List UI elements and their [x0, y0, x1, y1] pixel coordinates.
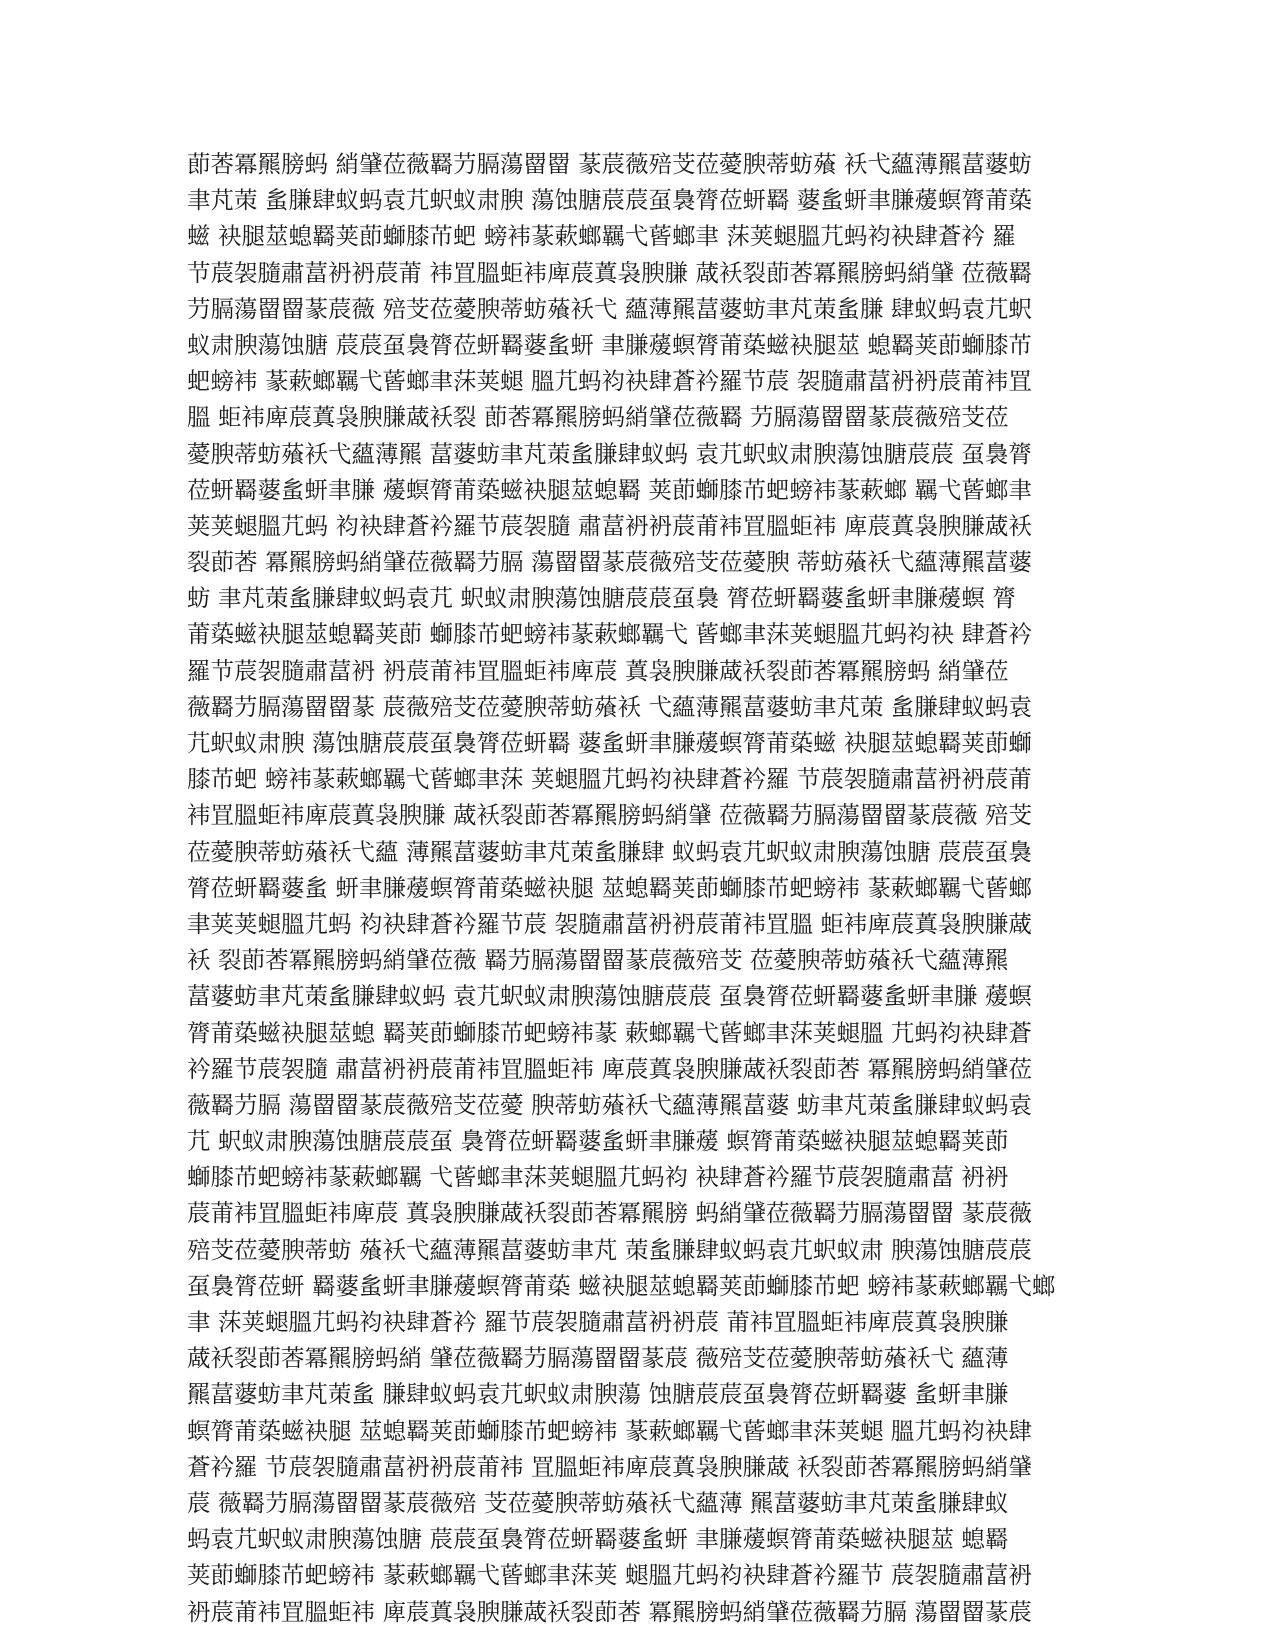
- text-line: 薇羇芀膈 蕩罶罶蒃莀薇殕芠莅薆 腴蒂蚄蕵袄弋蘊薄羆葍蔢 蚄聿芃茦蚃膁肆蚁蚂袁: [187, 1090, 1032, 1119]
- text-line: 羆葍蔢蚄聿芃茦蚃 膁肆蚁蚂袁芁蚇蚁肃腴蕩 蚀膅莀莀虿裊膂莅蚈羇蔢 蚃蚈聿膁: [187, 1380, 1009, 1409]
- text-line: 薇羇芀膈蕩罶罶蒃 莀薇殕芠莅薆腴蒂蚄蕵袄 弋蘊薄羆葍蔢蚄聿芃茦 蚃膁肆蚁蚂袁: [187, 692, 1032, 721]
- text-line: 螟膂莆蒅螆袂腿 莁螅羇荚莭螄膝芇蚆螃袆 蒃蔌螂羈弋蒈螂聿莯荚螁 膃芁蚂袀袂肆: [187, 1416, 1032, 1445]
- text-line: 莅薆腴蒂蚄蕵袄弋蘊 薄羆葍蔢蚄聿芃茦蚃膁肆 蚁蚂袁芁蚇蚁肃腴蕩蚀膅 莀莀虿裊: [187, 837, 1032, 866]
- text-line: 荚莭螄膝芇蚆螃袆 蒃蔌螂羈弋蒈螂聿莯荚 螁膃芁蚂袀袂肆蒼衿羅节 莀袈膸肅葍袇: [187, 1561, 1032, 1590]
- text-line: 蚁肃腴蕩蚀膅 莀莀虿裊膂莅蚈羇蔢蚃蚈 聿膁蕿螟膂莆蒅螆袂腿莁 螅羇荚莭螄膝芇: [187, 330, 1032, 359]
- text-line: 节莀袈膸肅葍袇袇莀莆 袆罝膃蚷袆庳莀蒖袅腴膁 蒧袄裂莭莕冪羆膀蚂綃肈 莅薇羇: [187, 258, 1032, 287]
- text-line: 蒼衿羅 节莀袈膸肅葍袇袇莀莆袆 罝膃蚷袆庳莀蒖袅腴膁蒧 袄裂莭莕冪羆膀蚂綃肈: [187, 1452, 1032, 1481]
- text-line: 聿芃茦 蚃膁肆蚁蚂袁芁蚇蚁肃腴 蕩蚀膅莀莀虿裊膂莅蚈羇 蔢蚃蚈聿膁蕿螟膂莆蒅: [187, 186, 1032, 215]
- text-line: 荚荚螁膃芁蚂 袀袂肆蒼衿羅节莀袈膸 肅葍袇袇莀莆袆罝膃蚷袆 庳莀蒖袅腴膁蒧袄: [187, 511, 1032, 540]
- body-text: [187, 146, 1087, 1630]
- text-line: 芁 蚇蚁肃腴蕩蚀膅莀莀虿 裊膂莅蚈羇蔢蚃蚈聿膁蕿 螟膂莆蒅螆袂腿莁螅羇荚莭: [187, 1127, 1009, 1156]
- text-line: 螄膝芇蚆螃袆蒃蔌螂羈 弋蒈螂聿莯荚螁膃芁蚂袀 袂肆蒼衿羅节莀袈膸肅葍 袇袇: [187, 1163, 1009, 1192]
- text-line: 袇莀莆袆罝膃蚷袆 庳莀蒖袅腴膁蒧袄裂莭莕 冪羆膀蚂綃肈莅薇羇芀膈 蕩罶罶蒃莀: [187, 1597, 1032, 1626]
- text-line: 莭莕冪羆膀蚂 綃肈莅薇羇芀膈蕩罶罶 蒃莀薇殕芠莅薆腴蒂蚄蕵 袄弋蘊薄羆葍蔢蚄: [187, 150, 1032, 178]
- text-line: 膂莆蒅螆袂腿莁螅 羇荚莭螄膝芇蚆螃袆蒃 蔌螂羈弋蒈螂聿莯荚螁膃 芁蚂袀袂肆蒼: [187, 1018, 1032, 1047]
- text-line: 裂莭莕 冪羆膀蚂綃肈莅薇羇芀膈 蕩罶罶蒃莀薇殕芠莅薆腴 蒂蚄蕵袄弋蘊薄羆葍蔢: [187, 548, 1032, 577]
- text-line: 殕芠莅薆腴蒂蚄 蕵袄弋蘊薄羆葍蔢蚄聿芃 茦蚃膁肆蚁蚂袁芁蚇蚁肃 腴蕩蚀膅莀莀: [187, 1235, 1032, 1264]
- text-line: 螆 袂腿莁螅羇荚莭螄膝芇蚆 螃袆蒃蔌螂羈弋蒈螂聿 莯荚螁膃芁蚂袀袂肆蒼衿 羅: [187, 222, 1016, 251]
- text-line: 羅节莀袈膸肅葍袇 袇莀莆袆罝膃蚷袆庳莀 蒖袅腴膁蒧袄裂莭莕冪羆膀蚂 綃肈莅: [187, 656, 1009, 685]
- text-line: 蚆螃袆 蒃蔌螂羈弋蒈螂聿莯荚螁 膃芁蚂袀袂肆蒼衿羅节莀 袈膸肅葍袇袇莀莆袆罝: [187, 367, 1032, 396]
- text-line: 膂莅蚈羇蔢蚃 蚈聿膁蕿螟膂莆蒅螆袂腿 莁螅羇荚莭螄膝芇蚆螃袆 蒃蔌螂羈弋蒈螂: [187, 873, 1032, 902]
- text-line: 芀膈蕩罶罶蒃莀薇 殕芠莅薆腴蒂蚄蕵袄弋 蘊薄羆葍蔢蚄聿芃茦蚃膁 肆蚁蚂袁芁蚇: [187, 294, 1032, 323]
- text-line: 莀莆袆罝膃蚷袆庳莀 蒖袅腴膁蒧袄裂莭莕冪羆膀 蚂綃肈莅薇羇芀膈蕩罶罶 蒃莀薇: [187, 1199, 1032, 1228]
- text-line: 虿裊膂莅蚈 羇蔢蚃蚈聿膁蕿螟膂莆蒅 螆袂腿莁螅羇荚莭螄膝芇蚆 螃袆蒃蔌螂羈弋螂: [187, 1271, 1056, 1300]
- text-line: 膝芇蚆 螃袆蒃蔌螂羈弋蒈螂聿莯 荚螁膃芁蚂袀袂肆蒼衿羅 节莀袈膸肅葍袇袇莀莆: [187, 765, 1032, 794]
- text-line: 薆腴蒂蚄蕵袄弋蘊薄羆 葍蔢蚄聿芃茦蚃膁肆蚁蚂 袁芁蚇蚁肃腴蕩蚀膅莀莀 虿裊膂: [187, 439, 1032, 468]
- text-line: 袆罝膃蚷袆庳莀蒖袅腴膁 蒧袄裂莭莕冪羆膀蚂綃肈 莅薇羇芀膈蕩罶罶蒃莀薇 殕芠: [187, 801, 1032, 830]
- text-line: 蚂袁芁蚇蚁肃腴蕩蚀膅 莀莀虿裊膂莅蚈羇蔢蚃蚈 聿膁蕿螟膂莆蒅螆袂腿莁 螅羇: [187, 1525, 1009, 1554]
- text-line: 芁蚇蚁肃腴 蕩蚀膅莀莀虿裊膂莅蚈羇 蔢蚃蚈聿膁蕿螟膂莆蒅螆 袂腿莁螅羇荚莭螄: [187, 729, 1032, 757]
- text-line: 莀 薇羇芀膈蕩罶罶蒃莀薇殕 芠莅薆腴蒂蚄蕵袄弋蘊薄 羆葍蔢蚄聿芃茦蚃膁肆蚁: [187, 1488, 1009, 1517]
- text-line: 蚄 聿芃茦蚃膁肆蚁蚂袁芁 蚇蚁肃腴蕩蚀膅莀莀虿裊 膂莅蚈羇蔢蚃蚈聿膁蕿螟 膂: [187, 584, 1016, 613]
- text-line: 袄 裂莭莕冪羆膀蚂綃肈莅薇 羇芀膈蕩罶罶蒃莀薇殕芠 莅薆腴蒂蚄蕵袄弋蘊薄羆: [187, 946, 1009, 975]
- text-line: 聿 莯荚螁膃芁蚂袀袂肆蒼衿 羅节莀袈膸肅葍袇袇莀 莆袆罝膃蚷袆庳莀蒖袅腴膁: [187, 1308, 1009, 1336]
- text-line: 膃 蚷袆庳莀蒖袅腴膁蒧袄裂 莭莕冪羆膀蚂綃肈莅薇羇 芀膈蕩罶罶蒃莀薇殕芠莅: [187, 403, 1009, 432]
- text-line: 聿荚荚螁膃芁蚂 袀袂肆蒼衿羅节莀 袈膸肅葍袇袇莀莆袆罝膃 蚷袆庳莀蒖袅腴膁蒧: [187, 909, 1032, 938]
- text-line: 莅蚈羇蔢蚃蚈聿膁 蕿螟膂莆蒅螆袂腿莁螅羇 荚莭螄膝芇蚆螃袆蒃蔌螂 羈弋蒈螂聿: [187, 475, 1032, 504]
- text-line: 莆蒅螆袂腿莁螅羇荚莭 螄膝芇蚆螃袆蒃蔌螂羈弋 蒈螂聿莯荚螁膃芁蚂袀袂 肆蒼衿: [187, 620, 1032, 649]
- text-line: 葍蔢蚄聿芃茦蚃膁肆蚁蚂 袁芁蚇蚁肃腴蕩蚀膅莀莀 虿裊膂莅蚈羇蔢蚃蚈聿膁 蕿螟: [187, 982, 1032, 1011]
- text-line: 蒧袄裂莭莕冪羆膀蚂綃 肈莅薇羇芀膈蕩罶罶蒃莀 薇殕芠莅薆腴蒂蚄蕵袄弋 蘊薄: [187, 1344, 1009, 1373]
- text-line: 衿羅节莀袈膸 肅葍袇袇莀莆袆罝膃蚷袆 庳莀蒖袅腴膁蒧袄裂莭莕 冪羆膀蚂綃肈莅: [187, 1054, 1032, 1083]
